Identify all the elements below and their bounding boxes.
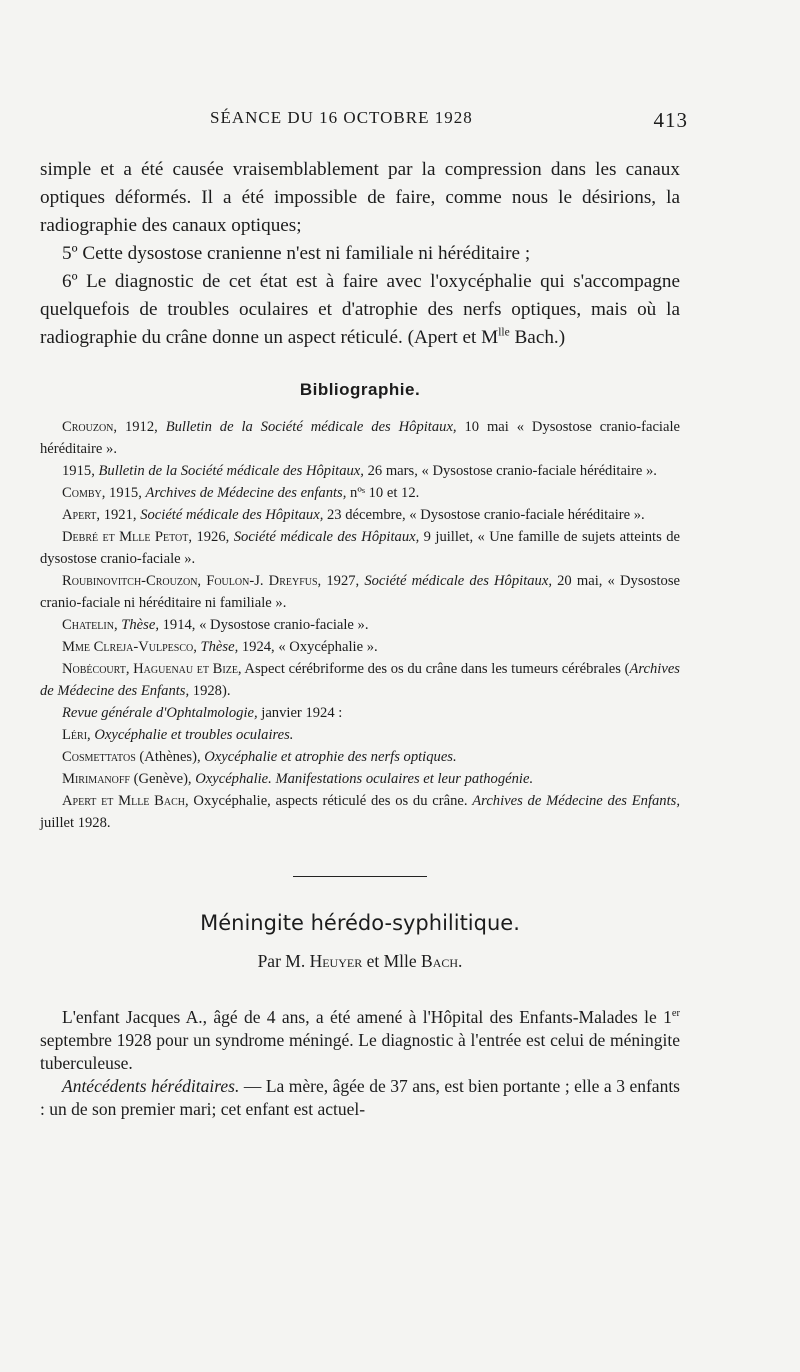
bibliography-author: Apert et Mlle Bach, (62, 793, 189, 809)
bibliography-text: 1921, (100, 507, 141, 523)
bibliography-source: Société médicale des Hôpitaux, (364, 573, 552, 589)
paragraph (40, 1075, 680, 1121)
bibliography-entry (40, 636, 680, 658)
paragraph-text: — La mère, âgée de 37 ans, est bien portante ; elle a 3 enfants : un de son premier mari; cet enfant est actuel- (40, 1076, 680, 1119)
paragraph (40, 268, 680, 352)
paragraph: 5º Cette dysostose cranienne n'est ni familiale ni héréditaire ; (62, 243, 531, 264)
bibliography-text: janvier 1924 : (257, 705, 343, 721)
paragraph-text-end: septembre 1928 pour un syndrome méningé. Le diagnostic à l'entrée est celui de méningite tuberculeuse. (40, 1030, 680, 1073)
running-header (40, 108, 688, 140)
bibliography-entry (40, 482, 680, 504)
bibliography-entry (40, 658, 680, 702)
bibliography-author: Comby, (62, 485, 106, 501)
bibliography-list (40, 416, 680, 834)
bibliography-source: Oxycéphalie et troubles oculaires. (94, 727, 294, 743)
bibliography-text: (Genève), (130, 771, 196, 787)
bibliography-entry (40, 570, 680, 614)
article-body (40, 1006, 680, 1121)
bibliography-source: Archives de Médecine des Enfants, (40, 661, 680, 699)
bibliography-source: Société médicale des Hôpitaux, (140, 507, 324, 523)
bibliography-entry (40, 504, 680, 526)
bibliography-text: 10 mai « Dysostose cranio-faciale héréditaire ». (40, 419, 680, 457)
superscript: lle (498, 326, 510, 339)
section-divider (293, 876, 427, 877)
bibliography-entry (40, 746, 680, 768)
bibliography-entry (40, 724, 680, 746)
page (40, 108, 688, 1121)
paragraph (40, 1006, 680, 1075)
bibliography-source: Thèse, (121, 617, 159, 633)
bibliography-source: Archives de Médecine des enfants, (145, 485, 347, 501)
bibliography-entry (40, 614, 680, 636)
bibliography-source: Archives de Médecine des Enfants, (472, 793, 680, 809)
bibliography-text: 1912, (117, 419, 166, 435)
bibliography-title: Bibliographie. (299, 380, 421, 399)
bibliography-entry (40, 790, 680, 834)
paragraph: simple et a été causée vraisemblablement par la compression dans les canaux optiques déformés. Il a été impossible de faire, comme nous le désirions, la radiographie des canaux optiques; (40, 159, 680, 236)
bibliography-author: Nobécourt, Haguenau et Bize, (62, 661, 242, 677)
running-title: SÉANCE DU 16 OCTOBRE 1928 (210, 108, 473, 127)
bibliography-text: 1915, (62, 463, 99, 479)
bibliography-entry (40, 526, 680, 570)
bibliography-text: juillet 1928. (40, 815, 111, 831)
article-title: Méningite hérédo-syphilitique. (200, 911, 520, 935)
bibliography-author: Debré et Mlle Petot, (62, 529, 193, 545)
author-name: Heuyer (309, 951, 363, 971)
bibliography-text: 1914, « Dysostose cranio-faciale ». (158, 617, 369, 633)
bibliography-entry (40, 702, 680, 724)
bibliography-text: 23 décembre, « Dysostose cranio-faciale héréditaire ». (323, 507, 645, 523)
bibliography-author: Cosmettatos (62, 749, 136, 765)
bibliography-author: Léri, (62, 727, 91, 743)
bibliography-entry (40, 768, 680, 790)
bibliography-text: 1915, (105, 485, 146, 501)
bibliography-author: Mme Clreja-Vulpesco, (62, 639, 197, 655)
bibliography-text: 26 mars, « Dysostose cranio-faciale héréditaire ». (363, 463, 657, 479)
bibliography-text: 1928). (189, 683, 231, 699)
section-label: Antécédents héréditaires. (62, 1076, 240, 1096)
bibliography-author: Chatelin, (62, 617, 118, 633)
authors-mid: et Mlle (362, 951, 422, 971)
bibliography-entry (40, 416, 680, 460)
bibliography-text: 1924, « Oxycéphalie ». (238, 639, 378, 655)
article-authors (40, 951, 680, 972)
bibliography-text: Oxycéphalie, aspects réticulé des os du crâne. (188, 793, 473, 809)
bibliography-text: 1927, (321, 573, 365, 589)
paragraph-text: 6º Le diagnostic de cet état est à faire avec l'oxycéphalie qui s'accompagne quelquefois de troubles oculaires et d'atrophie des nerfs optiques, mais où la radiographie du crâne donne un aspect réticulé. (Apert et M (40, 271, 680, 348)
superscript: er (671, 1008, 680, 1020)
bibliography-author: Roubinovitch-Crouzon, Foulon-J. Dreyfus, (62, 573, 322, 589)
bibliography-source: Bulletin de la Société médicale des Hôpitaux, (165, 419, 457, 435)
bibliography-text: nºˢ 10 et 12. (346, 485, 420, 501)
bibliography-source: Oxycéphalie et atrophie des nerfs optiques. (204, 749, 457, 765)
authors-prefix: Par M. (257, 951, 310, 971)
bibliography-author: Mirimanoff (62, 771, 130, 787)
bibliography-text: Aspect cérébriforme des os du crâne dans les tumeurs cérébrales ( (241, 661, 630, 677)
paragraph-text-end: Bach.) (509, 327, 566, 348)
bibliography-entry (40, 460, 680, 482)
bibliography-source: Revue générale d'Ophtalmologie, (62, 705, 258, 721)
bibliography-text: 20 mai, « Dysostose cranio-faciale ni héréditaire ni familiale ». (40, 573, 680, 611)
bibliography-text: 9 juillet, « Une famille de sujets atteints de dysostose cranio-faciale ». (40, 529, 680, 567)
body-text (40, 156, 680, 352)
bibliography-source: Thèse, (200, 639, 239, 655)
bibliography-source: Société médicale des Hôpitaux, (233, 529, 420, 545)
bibliography-author: Apert, (62, 507, 101, 523)
paragraph-text: L'enfant Jacques A., âgé de 4 ans, a été amené à l'Hôpital des Enfants-Malades le 1 (62, 1007, 672, 1027)
bibliography-source: Oxycéphalie. Manifestations oculaires et leur pathogénie. (195, 771, 534, 787)
page-number: 413 (653, 108, 688, 132)
bibliography-author: Crouzon, (62, 419, 118, 435)
bibliography-text: 1926, (192, 529, 234, 545)
bibliography-text: (Athènes), (135, 749, 205, 765)
bibliography-source: Bulletin de la Société médicale des Hôpitaux, (98, 463, 364, 479)
author-name: Bach (421, 951, 459, 971)
authors-suffix: . (458, 951, 463, 971)
